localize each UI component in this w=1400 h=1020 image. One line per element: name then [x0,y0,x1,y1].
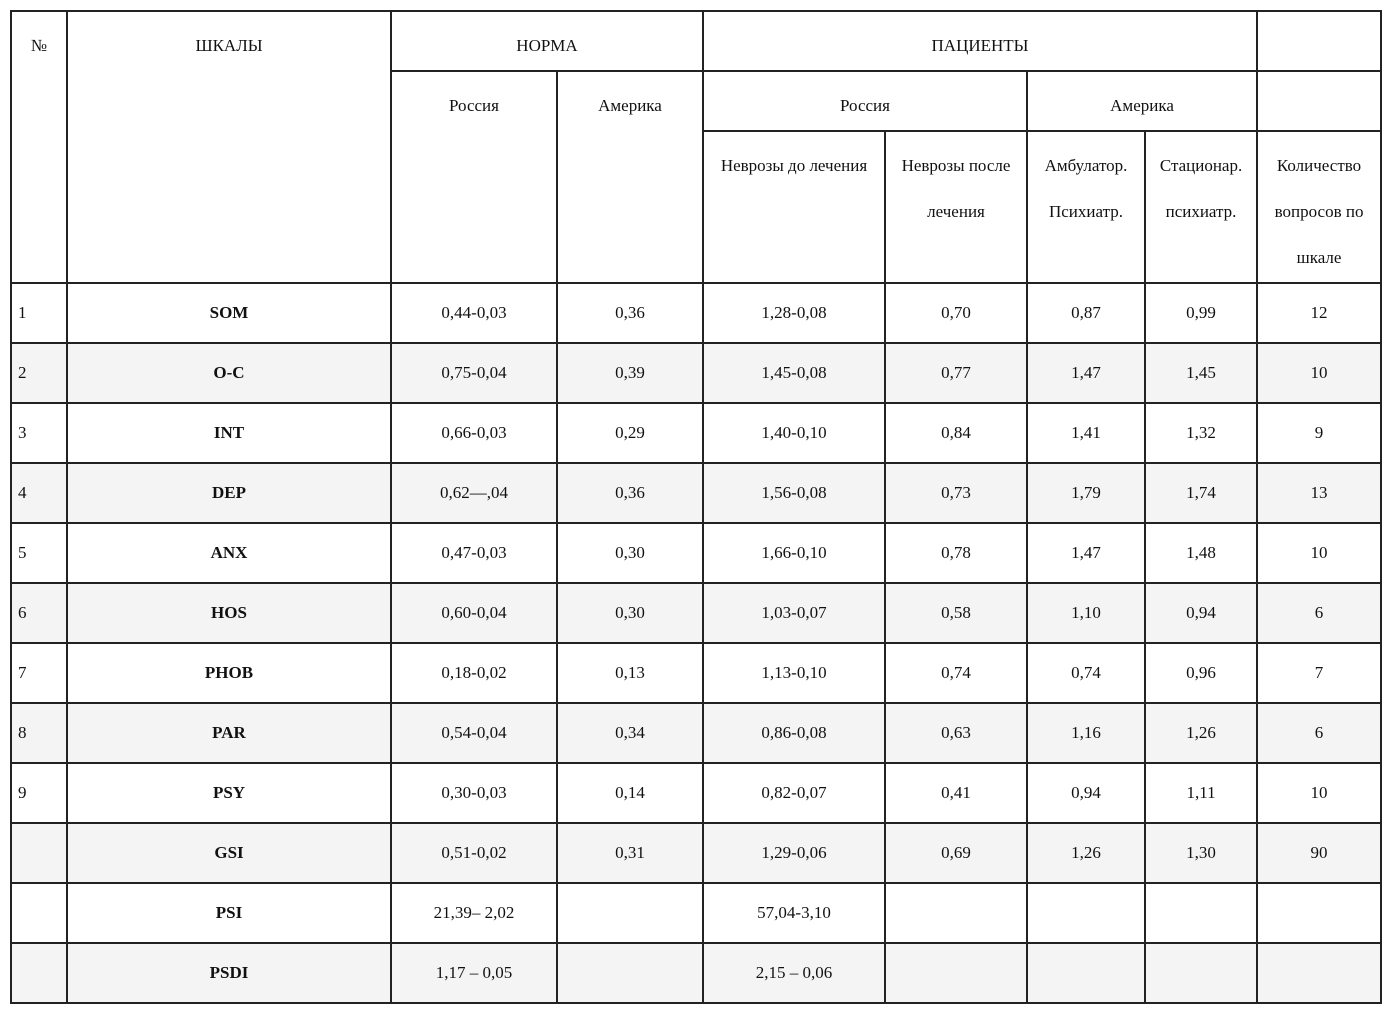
table-row [11,403,1381,463]
stationary-value: 1,45 [1145,343,1257,403]
scale-name: PHOB [67,643,391,703]
header-patients: ПАЦИЕНТЫ [703,11,1257,71]
norm-america-value [557,883,703,943]
table-row [11,583,1381,643]
neuroses-before-value: 1,40-0,10 [703,403,885,463]
row-number [11,883,67,943]
question-count-value: 13 [1257,463,1381,523]
ambulatory-value: 1,16 [1027,703,1145,763]
row-number: 4 [11,463,67,523]
neuroses-after-value: 0,69 [885,823,1027,883]
neuroses-before-value: 1,66-0,10 [703,523,885,583]
ambulatory-value [1027,883,1145,943]
norm-america-value: 0,30 [557,583,703,643]
neuroses-after-value: 0,41 [885,763,1027,823]
table-row [11,763,1381,823]
table-row [11,643,1381,703]
neuroses-after-value: 0,77 [885,343,1027,403]
ambulatory-value: 1,79 [1027,463,1145,523]
norm-russia-value: 0,51-0,02 [391,823,557,883]
question-count-value: 10 [1257,523,1381,583]
scales-table [10,10,1382,1004]
neuroses-before-value: 1,29-0,06 [703,823,885,883]
header-blank-top [1257,11,1381,71]
table-row [11,463,1381,523]
table-header [11,11,1381,283]
stationary-value [1145,883,1257,943]
question-count-value: 10 [1257,343,1381,403]
ambulatory-value: 0,94 [1027,763,1145,823]
neuroses-after-value: 0,78 [885,523,1027,583]
table-row [11,943,1381,1003]
norm-russia-value: 0,62—,04 [391,463,557,523]
row-number: 6 [11,583,67,643]
norm-russia-value: 1,17 – 0,05 [391,943,557,1003]
stationary-value: 1,30 [1145,823,1257,883]
scale-name: HOS [67,583,391,643]
header-norm-russia: Россия [391,71,557,283]
header-ambulatory: Амбулатор. Психиатр. [1027,131,1145,283]
norm-russia-value: 0,66-0,03 [391,403,557,463]
stationary-value: 0,96 [1145,643,1257,703]
question-count-value [1257,943,1381,1003]
table-row [11,343,1381,403]
row-number: 2 [11,343,67,403]
norm-america-value: 0,29 [557,403,703,463]
header-question-count: Количество вопросов по шкале [1257,131,1381,283]
neuroses-after-value [885,943,1027,1003]
row-number: 9 [11,763,67,823]
scale-name: GSI [67,823,391,883]
header-num: № [11,11,67,283]
scale-name: O-C [67,343,391,403]
neuroses-after-value [885,883,1027,943]
norm-america-value: 0,34 [557,703,703,763]
norm-russia-value: 0,47-0,03 [391,523,557,583]
header-stationary: Стационар. психиатр. [1145,131,1257,283]
header-patients-america: Америка [1027,71,1257,131]
neuroses-before-value: 2,15 – 0,06 [703,943,885,1003]
scale-name: SOM [67,283,391,343]
neuroses-before-value: 1,45-0,08 [703,343,885,403]
norm-america-value: 0,30 [557,523,703,583]
ambulatory-value: 1,47 [1027,523,1145,583]
stationary-value: 1,32 [1145,403,1257,463]
header-neuroses-after: Неврозы после лечения [885,131,1027,283]
question-count-value: 12 [1257,283,1381,343]
scale-name: PSY [67,763,391,823]
question-count-value [1257,883,1381,943]
stationary-value: 1,74 [1145,463,1257,523]
row-number: 1 [11,283,67,343]
scale-name: INT [67,403,391,463]
scale-name: PAR [67,703,391,763]
neuroses-after-value: 0,74 [885,643,1027,703]
norm-russia-value: 0,60-0,04 [391,583,557,643]
scale-name: DEP [67,463,391,523]
norm-russia-value: 0,75-0,04 [391,343,557,403]
ambulatory-value: 1,47 [1027,343,1145,403]
neuroses-after-value: 0,70 [885,283,1027,343]
norm-russia-value: 0,18-0,02 [391,643,557,703]
header-norm-america: Америка [557,71,703,283]
scale-name: PSI [67,883,391,943]
stationary-value: 1,11 [1145,763,1257,823]
ambulatory-value: 1,10 [1027,583,1145,643]
neuroses-after-value: 0,58 [885,583,1027,643]
norm-america-value: 0,13 [557,643,703,703]
row-number [11,943,67,1003]
norm-russia-value: 0,44-0,03 [391,283,557,343]
question-count-value: 7 [1257,643,1381,703]
scales-table-container [10,10,1380,1004]
norm-america-value: 0,14 [557,763,703,823]
table-row [11,283,1381,343]
header-scales: ШКАЛЫ [67,11,391,283]
ambulatory-value: 1,41 [1027,403,1145,463]
ambulatory-value: 0,74 [1027,643,1145,703]
ambulatory-value: 0,87 [1027,283,1145,343]
table-row [11,883,1381,943]
norm-america-value: 0,36 [557,283,703,343]
neuroses-before-value: 0,82-0,07 [703,763,885,823]
table-row [11,523,1381,583]
stationary-value: 0,99 [1145,283,1257,343]
neuroses-before-value: 1,13-0,10 [703,643,885,703]
header-patients-russia: Россия [703,71,1027,131]
norm-america-value: 0,36 [557,463,703,523]
row-number: 5 [11,523,67,583]
stationary-value: 0,94 [1145,583,1257,643]
question-count-value: 10 [1257,763,1381,823]
row-number: 8 [11,703,67,763]
question-count-value: 9 [1257,403,1381,463]
stationary-value: 1,48 [1145,523,1257,583]
row-number [11,823,67,883]
ambulatory-value: 1,26 [1027,823,1145,883]
header-norm: НОРМА [391,11,703,71]
scale-name: PSDI [67,943,391,1003]
neuroses-after-value: 0,84 [885,403,1027,463]
ambulatory-value [1027,943,1145,1003]
header-neuroses-before: Неврозы до лечения [703,131,885,283]
neuroses-before-value: 1,56-0,08 [703,463,885,523]
neuroses-before-value: 57,04-3,10 [703,883,885,943]
neuroses-before-value: 0,86-0,08 [703,703,885,763]
stationary-value [1145,943,1257,1003]
scale-name: ANX [67,523,391,583]
norm-america-value: 0,31 [557,823,703,883]
table-row [11,823,1381,883]
norm-russia-value: 0,30-0,03 [391,763,557,823]
neuroses-after-value: 0,63 [885,703,1027,763]
neuroses-before-value: 1,03-0,07 [703,583,885,643]
norm-america-value: 0,39 [557,343,703,403]
table-body [11,283,1381,1003]
neuroses-before-value: 1,28-0,08 [703,283,885,343]
row-number: 7 [11,643,67,703]
norm-america-value [557,943,703,1003]
norm-russia-value: 0,54-0,04 [391,703,557,763]
question-count-value: 6 [1257,583,1381,643]
table-row [11,703,1381,763]
question-count-value: 90 [1257,823,1381,883]
neuroses-after-value: 0,73 [885,463,1027,523]
stationary-value: 1,26 [1145,703,1257,763]
norm-russia-value: 21,39– 2,02 [391,883,557,943]
row-number: 3 [11,403,67,463]
question-count-value: 6 [1257,703,1381,763]
